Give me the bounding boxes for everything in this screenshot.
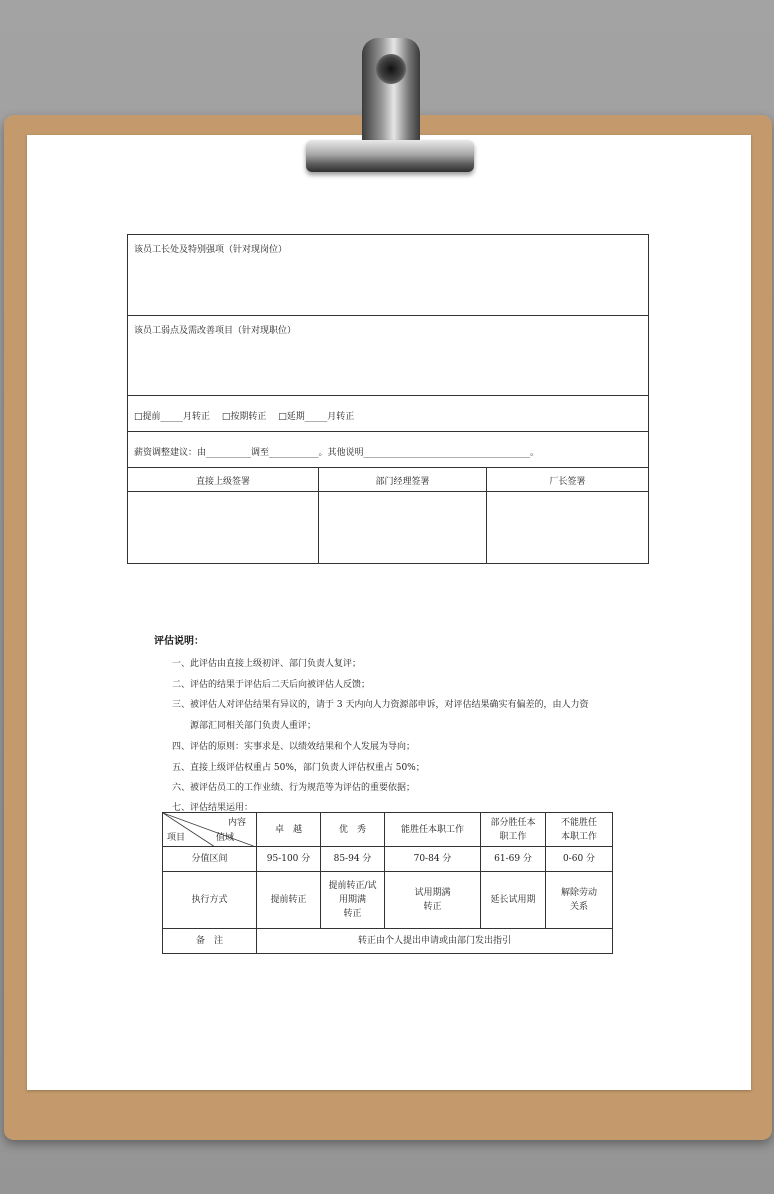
table-row (163, 872, 613, 929)
instruction-item: 一、此评估由直接上级初评、部门负责人复评； (172, 659, 362, 669)
strengths-label: 该员工长处及特别强项（针对现岗位） (134, 245, 288, 255)
clip-base (306, 140, 474, 172)
instruction-item: 二、评估的结果于评估后二天后向被评估人反馈； (172, 680, 371, 690)
row-label: 分值区间 (163, 847, 257, 872)
signature-header-supervisor: 直接上级签署 (128, 468, 319, 491)
table-cell: 延长试用期 (481, 872, 546, 929)
corner-domain: 值域 (215, 833, 234, 843)
remark-text: 转正由个人提出申请或由部门发出指引 (257, 929, 613, 954)
table-cell: 0-60 分 (546, 847, 613, 872)
instruction-item: 五、直接上级评估权重占 50%，部门负责人评估权重占 50%； (172, 763, 425, 773)
strengths-row (128, 235, 648, 316)
row-label: 备 注 (163, 929, 257, 954)
signature-box-manager (319, 492, 487, 563)
column-header: 不能胜任 本职工作 (546, 813, 613, 847)
row-label: 执行方式 (163, 872, 257, 929)
instructions-title: 评估说明： (154, 636, 204, 647)
signature-header-manager: 部门经理签署 (319, 468, 487, 491)
instruction-item: 四、评估的原则：实事求是、以绩效结果和个人发展为导向； (172, 742, 416, 752)
instruction-item: 源部汇同相关部门负责人重评； (172, 721, 317, 731)
table-row (163, 847, 613, 872)
table-header-row (163, 813, 613, 847)
signature-box-supervisor (128, 492, 319, 563)
header-corner-cell (163, 813, 257, 847)
salary-row (128, 432, 648, 468)
instruction-item: 七、评估结果运用： (172, 803, 254, 813)
weaknesses-label: 该员工弱点及需改善项目（针对现职位） (134, 326, 297, 336)
table-cell: 95-100 分 (257, 847, 321, 872)
corner-item: 项目 (167, 833, 186, 843)
transfer-options: □提前_____月转正 □按期转正 □延期_____月转正 (134, 412, 355, 422)
table-cell: 解除劳动 关系 (546, 872, 613, 929)
transfer-options-row (128, 396, 648, 432)
table-cell: 61-69 分 (481, 847, 546, 872)
signature-header-row (128, 468, 648, 492)
column-header: 优 秀 (321, 813, 385, 847)
column-header: 能胜任本职工作 (385, 813, 481, 847)
instruction-item: 六、被评估员工的工作业绩、行为规范等为评估的重要依据； (172, 783, 416, 793)
table-cell: 70-84 分 (385, 847, 481, 872)
evaluation-form (127, 234, 649, 564)
clip-rivet (376, 54, 406, 84)
signature-box-director (487, 492, 648, 563)
table-cell: 提前转正/试 用期满 转正 (321, 872, 385, 929)
column-header: 卓 越 (257, 813, 321, 847)
table-row-remark (163, 929, 613, 954)
salary-adjustment: 薪资调整建议：由__________调至___________。其他说明_____________________________________。 (134, 448, 540, 458)
corner-content: 内容 (227, 818, 246, 828)
table-cell: 试用期满 转正 (385, 872, 481, 929)
signature-header-director: 厂长签署 (549, 477, 586, 487)
weaknesses-row (128, 316, 648, 396)
table-cell: 85-94 分 (321, 847, 385, 872)
signature-space-row (128, 492, 648, 563)
column-header: 部分胜任本 职工作 (481, 813, 546, 847)
table-cell: 提前转正 (257, 872, 321, 929)
evaluation-result-table (162, 812, 613, 954)
instruction-item: 三、被评估人对评估结果有异议的，请于 3 天内向人力资源部申诉，对评估结果确实有偏差的，由人力资 (172, 700, 589, 710)
